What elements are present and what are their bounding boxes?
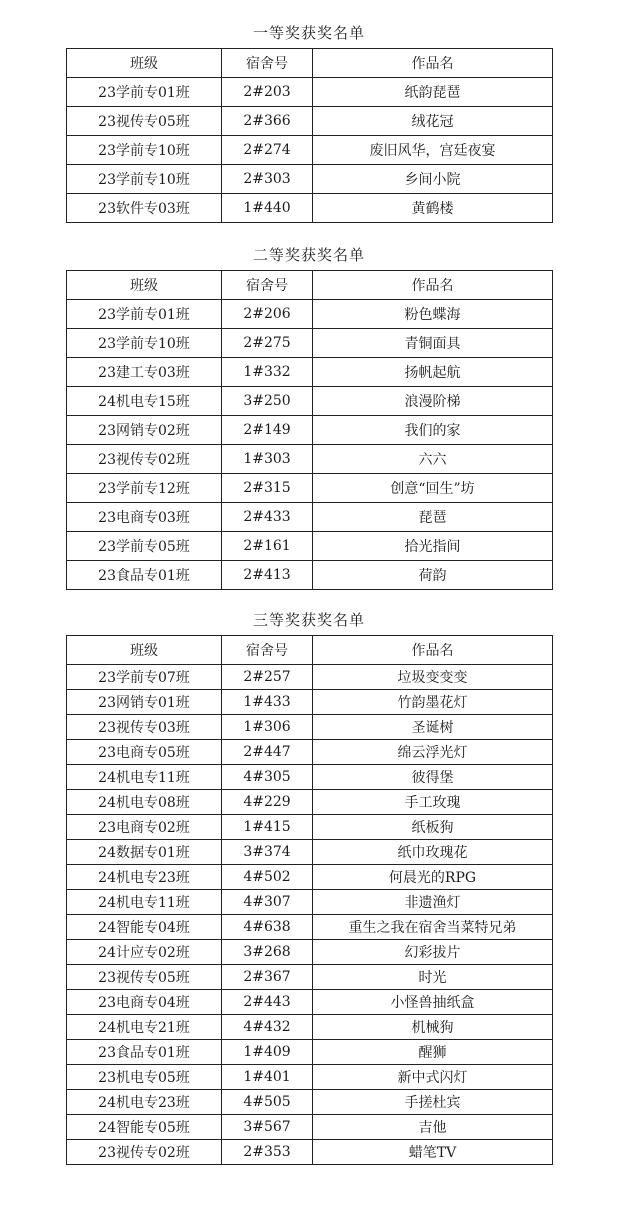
table-row xyxy=(67,865,553,890)
table-row xyxy=(67,990,553,1015)
work-cell: 何晨光的RPG xyxy=(313,865,553,890)
class-cell: 24智能专04班 xyxy=(67,915,222,940)
class-cell: 23视传专03班 xyxy=(67,715,222,740)
dorm-cell: 4#229 xyxy=(222,790,313,815)
work-cell: 黄鹤楼 xyxy=(313,194,553,223)
dorm-cell: 4#638 xyxy=(222,915,313,940)
work-cell: 吉他 xyxy=(313,1115,553,1140)
class-cell: 23学前专10班 xyxy=(67,136,222,165)
table-row xyxy=(67,765,553,790)
class-cell: 24机电专08班 xyxy=(67,790,222,815)
table-row xyxy=(67,300,553,329)
table-row xyxy=(67,715,553,740)
table-row xyxy=(67,329,553,358)
table-row xyxy=(67,387,553,416)
work-cell: 蜡笔TV xyxy=(313,1140,553,1165)
work-header: 作品名 xyxy=(313,49,553,78)
table-row xyxy=(67,1090,553,1115)
dorm-cell: 2#413 xyxy=(222,561,313,590)
dorm-cell: 4#305 xyxy=(222,765,313,790)
dorm-cell: 1#306 xyxy=(222,715,313,740)
class-cell: 23学前专01班 xyxy=(67,78,222,107)
table-row xyxy=(67,194,553,223)
table-row xyxy=(67,890,553,915)
dorm-cell: 2#206 xyxy=(222,300,313,329)
dorm-cell: 1#409 xyxy=(222,1040,313,1065)
work-cell: 重生之我在宿舍当菜特兄弟 xyxy=(313,915,553,940)
table-row xyxy=(67,965,553,990)
class-cell: 24机电专11班 xyxy=(67,765,222,790)
work-cell: 粉色蝶海 xyxy=(313,300,553,329)
work-cell: 竹韵墨花灯 xyxy=(313,690,553,715)
class-cell: 23视传专02班 xyxy=(67,1140,222,1165)
work-cell: 扬帆起航 xyxy=(313,358,553,387)
work-cell: 青铜面具 xyxy=(313,329,553,358)
work-cell: 绒花冠 xyxy=(313,107,553,136)
class-cell: 24智能专05班 xyxy=(67,1115,222,1140)
third-prize-table xyxy=(66,635,553,1165)
class-cell: 23学前专07班 xyxy=(67,665,222,690)
work-cell: 浪漫阶梯 xyxy=(313,387,553,416)
class-cell: 23学前专12班 xyxy=(67,474,222,503)
table-row xyxy=(67,78,553,107)
class-cell: 23食品专01班 xyxy=(67,561,222,590)
table-row xyxy=(67,107,553,136)
work-cell: 荷韵 xyxy=(313,561,553,590)
table-row xyxy=(67,358,553,387)
table-row xyxy=(67,915,553,940)
class-cell: 23学前专05班 xyxy=(67,532,222,561)
class-cell: 23食品专01班 xyxy=(67,1040,222,1065)
class-cell: 23学前专01班 xyxy=(67,300,222,329)
work-header: 作品名 xyxy=(313,636,553,665)
class-cell: 24机电专15班 xyxy=(67,387,222,416)
class-cell: 23视传专05班 xyxy=(67,965,222,990)
class-cell: 24机电专23班 xyxy=(67,1090,222,1115)
table-row xyxy=(67,790,553,815)
class-header: 班级 xyxy=(67,49,222,78)
dorm-cell: 2#149 xyxy=(222,416,313,445)
class-cell: 23电商专02班 xyxy=(67,815,222,840)
table-row xyxy=(67,940,553,965)
dorm-cell: 2#303 xyxy=(222,165,313,194)
class-cell: 23视传专02班 xyxy=(67,445,222,474)
dorm-cell: 1#303 xyxy=(222,445,313,474)
work-cell: 六六 xyxy=(313,445,553,474)
header-row xyxy=(67,636,553,665)
dorm-cell: 2#315 xyxy=(222,474,313,503)
dorm-cell: 2#443 xyxy=(222,990,313,1015)
work-cell: 新中式闪灯 xyxy=(313,1065,553,1090)
table-row xyxy=(67,165,553,194)
class-cell: 24机电专11班 xyxy=(67,890,222,915)
dorm-cell: 4#307 xyxy=(222,890,313,915)
dorm-cell: 3#374 xyxy=(222,840,313,865)
first-prize-title: 一等奖获奖名单 xyxy=(252,24,365,42)
dorm-header: 宿舍号 xyxy=(222,49,313,78)
work-cell: 小怪兽抽纸盒 xyxy=(313,990,553,1015)
class-cell: 23建工专03班 xyxy=(67,358,222,387)
class-cell: 24机电专21班 xyxy=(67,1015,222,1040)
table-row xyxy=(67,1115,553,1140)
dorm-cell: 2#433 xyxy=(222,503,313,532)
work-cell: 非遗渔灯 xyxy=(313,890,553,915)
work-cell: 幻彩拔片 xyxy=(313,940,553,965)
work-cell: 彼得堡 xyxy=(313,765,553,790)
table-row xyxy=(67,1040,553,1065)
work-cell: 纸韵琵琶 xyxy=(313,78,553,107)
class-cell: 24数据专01班 xyxy=(67,840,222,865)
work-cell: 绵云浮光灯 xyxy=(313,740,553,765)
class-cell: 23机电专05班 xyxy=(67,1065,222,1090)
class-cell: 24计应专02班 xyxy=(67,940,222,965)
class-cell: 23电商专04班 xyxy=(67,990,222,1015)
dorm-cell: 2#274 xyxy=(222,136,313,165)
table-row xyxy=(67,474,553,503)
dorm-cell: 3#268 xyxy=(222,940,313,965)
work-cell: 纸巾玫瑰花 xyxy=(313,840,553,865)
class-header: 班级 xyxy=(67,636,222,665)
work-cell: 垃圾变变变 xyxy=(313,665,553,690)
dorm-cell: 4#502 xyxy=(222,865,313,890)
work-cell: 手工玫瑰 xyxy=(313,790,553,815)
class-cell: 23电商专03班 xyxy=(67,503,222,532)
dorm-cell: 1#332 xyxy=(222,358,313,387)
second-prize-table xyxy=(66,270,553,590)
work-cell: 乡间小院 xyxy=(313,165,553,194)
header-row xyxy=(67,271,553,300)
dorm-cell: 4#505 xyxy=(222,1090,313,1115)
dorm-cell: 1#433 xyxy=(222,690,313,715)
table-row xyxy=(67,815,553,840)
class-cell: 23网销专02班 xyxy=(67,416,222,445)
header-row xyxy=(67,49,553,78)
dorm-header: 宿舍号 xyxy=(222,271,313,300)
dorm-cell: 2#161 xyxy=(222,532,313,561)
dorm-cell: 2#353 xyxy=(222,1140,313,1165)
dorm-cell: 3#250 xyxy=(222,387,313,416)
table-row xyxy=(67,740,553,765)
dorm-cell: 4#432 xyxy=(222,1015,313,1040)
dorm-cell: 2#447 xyxy=(222,740,313,765)
dorm-cell: 2#275 xyxy=(222,329,313,358)
table-row xyxy=(67,416,553,445)
dorm-cell: 1#401 xyxy=(222,1065,313,1090)
dorm-header: 宿舍号 xyxy=(222,636,313,665)
dorm-cell: 2#257 xyxy=(222,665,313,690)
work-cell: 拾光指间 xyxy=(313,532,553,561)
table-row xyxy=(67,690,553,715)
work-cell: 时光 xyxy=(313,965,553,990)
class-cell: 23网销专01班 xyxy=(67,690,222,715)
work-cell: 醒狮 xyxy=(313,1040,553,1065)
class-cell: 23软件专03班 xyxy=(67,194,222,223)
table-row xyxy=(67,1015,553,1040)
table-row xyxy=(67,1140,553,1165)
table-row xyxy=(67,561,553,590)
work-cell: 废旧风华，宫廷夜宴 xyxy=(313,136,553,165)
table-row xyxy=(67,136,553,165)
table-row xyxy=(67,445,553,474)
dorm-cell: 3#567 xyxy=(222,1115,313,1140)
dorm-cell: 2#367 xyxy=(222,965,313,990)
dorm-cell: 1#440 xyxy=(222,194,313,223)
class-cell: 23学前专10班 xyxy=(67,329,222,358)
work-cell: 手搓杜宾 xyxy=(313,1090,553,1115)
class-cell: 23视传专05班 xyxy=(67,107,222,136)
class-cell: 23学前专10班 xyxy=(67,165,222,194)
class-cell: 23电商专05班 xyxy=(67,740,222,765)
table-row xyxy=(67,532,553,561)
first-prize-table xyxy=(66,48,553,223)
work-cell: 我们的家 xyxy=(313,416,553,445)
work-cell: 纸板狗 xyxy=(313,815,553,840)
work-cell: 圣诞树 xyxy=(313,715,553,740)
dorm-cell: 1#415 xyxy=(222,815,313,840)
table-row xyxy=(67,665,553,690)
table-row xyxy=(67,1065,553,1090)
second-prize-title: 二等奖获奖名单 xyxy=(252,246,365,264)
work-header: 作品名 xyxy=(313,271,553,300)
work-cell: 琵琶 xyxy=(313,503,553,532)
work-cell: 机械狗 xyxy=(313,1015,553,1040)
table-row xyxy=(67,503,553,532)
dorm-cell: 2#366 xyxy=(222,107,313,136)
work-cell: 创意“回生”坊 xyxy=(313,474,553,503)
class-header: 班级 xyxy=(67,271,222,300)
class-cell: 24机电专23班 xyxy=(67,865,222,890)
dorm-cell: 2#203 xyxy=(222,78,313,107)
third-prize-title: 三等奖获奖名单 xyxy=(252,611,365,629)
table-row xyxy=(67,840,553,865)
